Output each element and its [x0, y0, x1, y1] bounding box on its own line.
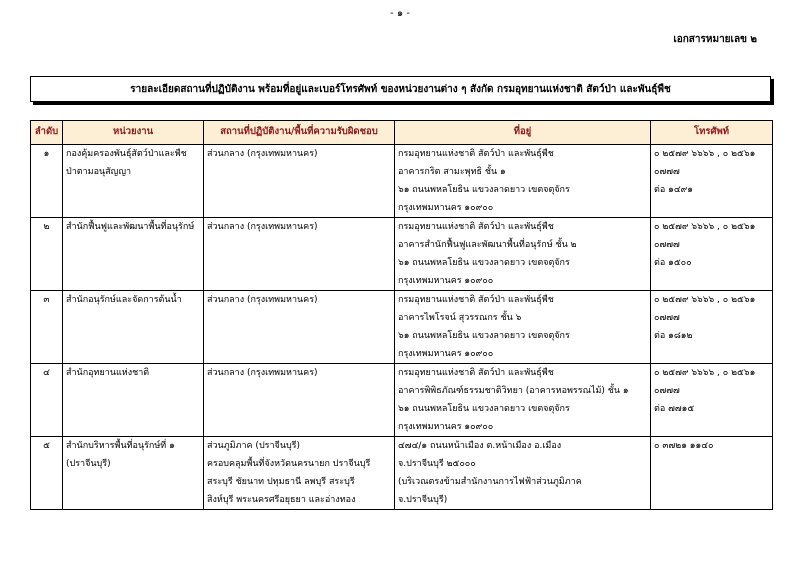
cell-location-line: ส่วนกลาง (กรุงเทพมหานคร) — [207, 222, 318, 232]
cell-unit — [63, 437, 204, 510]
cell-address-line: ๖๑ ถนนพหลโยธิน แขวงลาดยาว เขตจตุจักร — [398, 404, 570, 414]
document-reference: เอกสารหมายเลข ๒ — [673, 34, 757, 45]
page-number: - ๑ - — [390, 8, 410, 19]
cell-phone-line: ๐ ๒๕๗๙ ๖๖๖๖ , ๐ ๒๕๖๑ — [654, 295, 756, 305]
cell-phone-line: ๐ ๒๕๗๙ ๖๖๖๖ , ๐ ๒๕๖๑ — [654, 149, 756, 159]
cell-phone-line: ๐๗๗๗ — [654, 386, 680, 396]
cell-unit-line: (ปราจีนบุรี) — [66, 459, 111, 469]
cell-address-line: กรมอุทยานแห่งชาติ สัตว์ป่า และพันธุ์พืช — [398, 295, 554, 305]
table-row — [31, 145, 773, 218]
table-row — [31, 218, 773, 291]
cell-no: ๑ — [31, 145, 63, 218]
cell-address-line: ๖๑ ถนนพหลโยธิน แขวงลาดยาว เขตจตุจักร — [398, 258, 570, 268]
cell-location-line: ครอบคลุมพื้นที่จังหวัดนครนายก ปราจีนบุรี — [207, 459, 371, 469]
cell-address-line: กรุงเทพมหานคร ๑๐๙๐๐ — [398, 203, 494, 213]
cell-phone-line: ๐๗๗๗ — [654, 313, 680, 323]
cell-phone — [651, 218, 773, 291]
table-row — [31, 364, 773, 437]
cell-location-line: สิงห์บุรี พระนครศรีอยุธยา และอ่างทอง — [207, 495, 356, 505]
cell-phone — [651, 145, 773, 218]
cell-no: ๔ — [31, 364, 63, 437]
cell-address — [395, 291, 651, 364]
cell-address-line: จ.ปราจีนบุรี ๒๕๐๐๐ — [398, 459, 476, 469]
cell-phone-line: ๐๗๗๗ — [654, 240, 680, 250]
cell-address-line: (บริเวณตรงข้ามสำนักงานการไฟฟ้าส่วนภูมิภาค — [398, 477, 582, 487]
cell-location-line: สระบุรี ชัยนาท ปทุมธานี ลพบุรี สระบุรี — [207, 477, 355, 487]
cell-phone-line: ๐๗๗๗ — [654, 167, 680, 177]
table-row — [31, 437, 773, 510]
cell-phone-line: ๐ ๓๗๒๑ ๑๑๔๐ — [654, 441, 714, 451]
cell-phone-line: ต่อ ๑๕๐๐ — [654, 258, 692, 268]
cell-location — [204, 291, 395, 364]
office-table — [30, 120, 773, 510]
cell-unit — [63, 218, 204, 291]
cell-phone-line: ต่อ ๑๔๙๑ — [654, 185, 693, 195]
cell-address-line: กรมอุทยานแห่งชาติ สัตว์ป่า และพันธุ์พืช — [398, 222, 554, 232]
cell-address-line: ๖๑ ถนนพหลโยธิน แขวงลาดยาว เขตจตุจักร — [398, 331, 570, 341]
cell-location — [204, 437, 395, 510]
cell-unit-line: สำนักบริหารพื้นที่อนุรักษ์ที่ ๑ — [66, 441, 175, 451]
cell-address-line: อาคารสำนักฟื้นฟูและพัฒนาพื้นที่อนุรักษ์ ชั้น ๒ — [398, 240, 577, 250]
cell-unit-line: สำนักอนุรักษ์และจัดการต้นน้ำ — [66, 295, 182, 305]
header-phone: โทรศัพท์ — [651, 121, 773, 145]
cell-phone-line: ๐ ๒๕๗๙ ๖๖๖๖ , ๐ ๒๕๖๑ — [654, 222, 756, 232]
cell-address — [395, 218, 651, 291]
cell-no: ๕ — [31, 437, 63, 510]
table-row — [31, 291, 773, 364]
cell-phone-line: ต่อ ๑๘๑๒ — [654, 331, 693, 341]
document-title: รายละเอียดสถานที่ปฏิบัติงาน พร้อมที่อยู่และเบอร์โทรศัพท์ ของหน่วยงานต่าง ๆ สังกัด กรมอุทยานแห่งชาติ สัตว์ป่า และพันธุ์พืช — [30, 76, 771, 102]
cell-address-line: ๖๑ ถนนพหลโยธิน แขวงลาดยาว เขตจตุจักร — [398, 185, 570, 195]
cell-unit-line: กองคุ้มครองพันธุ์สัตว์ป่าและพืช — [66, 149, 187, 159]
cell-address-line: กรุงเทพมหานคร ๑๐๙๐๐ — [398, 276, 494, 286]
cell-address-line: อาคารไพโรจน์ สุวรรณกร ชั้น ๖ — [398, 313, 522, 323]
cell-address-line: กรมอุทยานแห่งชาติ สัตว์ป่า และพันธุ์พืช — [398, 149, 554, 159]
cell-location — [204, 218, 395, 291]
cell-unit-line: สำนักฟื้นฟูและพัฒนาพื้นที่อนุรักษ์ — [66, 222, 195, 232]
cell-location — [204, 145, 395, 218]
cell-unit-line: สำนักอุทยานแห่งชาติ — [66, 368, 150, 378]
cell-address — [395, 437, 651, 510]
cell-address-line: กรมอุทยานแห่งชาติ สัตว์ป่า และพันธุ์พืช — [398, 368, 554, 378]
header-no: ลำดับ — [31, 121, 63, 145]
cell-location — [204, 364, 395, 437]
cell-unit — [63, 145, 204, 218]
cell-location-line: ส่วนกลาง (กรุงเทพมหานคร) — [207, 149, 318, 159]
cell-address — [395, 145, 651, 218]
cell-location-line: ส่วนกลาง (กรุงเทพมหานคร) — [207, 368, 318, 378]
cell-address-line: ๔๗๔/๑ ถนนหน้าเมือง ต.หน้าเมือง อ.เมือง — [398, 441, 562, 451]
cell-phone-line: ต่อ ๗๗๑๕ — [654, 404, 695, 414]
cell-phone — [651, 291, 773, 364]
cell-no: ๒ — [31, 218, 63, 291]
table-body — [31, 145, 773, 510]
table-header-row — [31, 121, 773, 145]
cell-location-line: ส่วนกลาง (กรุงเทพมหานคร) — [207, 295, 318, 305]
cell-address-line: อาคารพิพิธภัณฑ์ธรรมชาติวิทยา (อาคารหอพรรณไม้) ชั้น ๑ — [398, 386, 629, 396]
cell-phone — [651, 364, 773, 437]
header-unit: หน่วยงาน — [63, 121, 204, 145]
cell-unit — [63, 291, 204, 364]
header-location: สถานที่ปฏิบัติงาน/พื้นที่ความรับผิดชอบ — [204, 121, 395, 145]
cell-location-line: ส่วนภูมิภาค (ปราจีนบุรี) — [207, 441, 301, 451]
cell-no: ๓ — [31, 291, 63, 364]
cell-address-line: กรุงเทพมหานคร ๑๐๙๐๐ — [398, 422, 494, 432]
cell-unit — [63, 364, 204, 437]
cell-phone — [651, 437, 773, 510]
cell-address — [395, 364, 651, 437]
cell-phone-line: ๐ ๒๕๗๙ ๖๖๖๖ , ๐ ๒๕๖๑ — [654, 368, 756, 378]
cell-unit-line: ป่าตามอนุสัญญา — [66, 167, 132, 177]
cell-address-line: กรุงเทพมหานคร ๑๐๙๐๐ — [398, 349, 494, 359]
cell-address-line: จ.ปราจีนบุรี) — [398, 495, 448, 505]
cell-address-line: อาคารกริต สามะพุทธิ ชั้น ๑ — [398, 167, 506, 177]
header-address: ที่อยู่ — [395, 121, 651, 145]
